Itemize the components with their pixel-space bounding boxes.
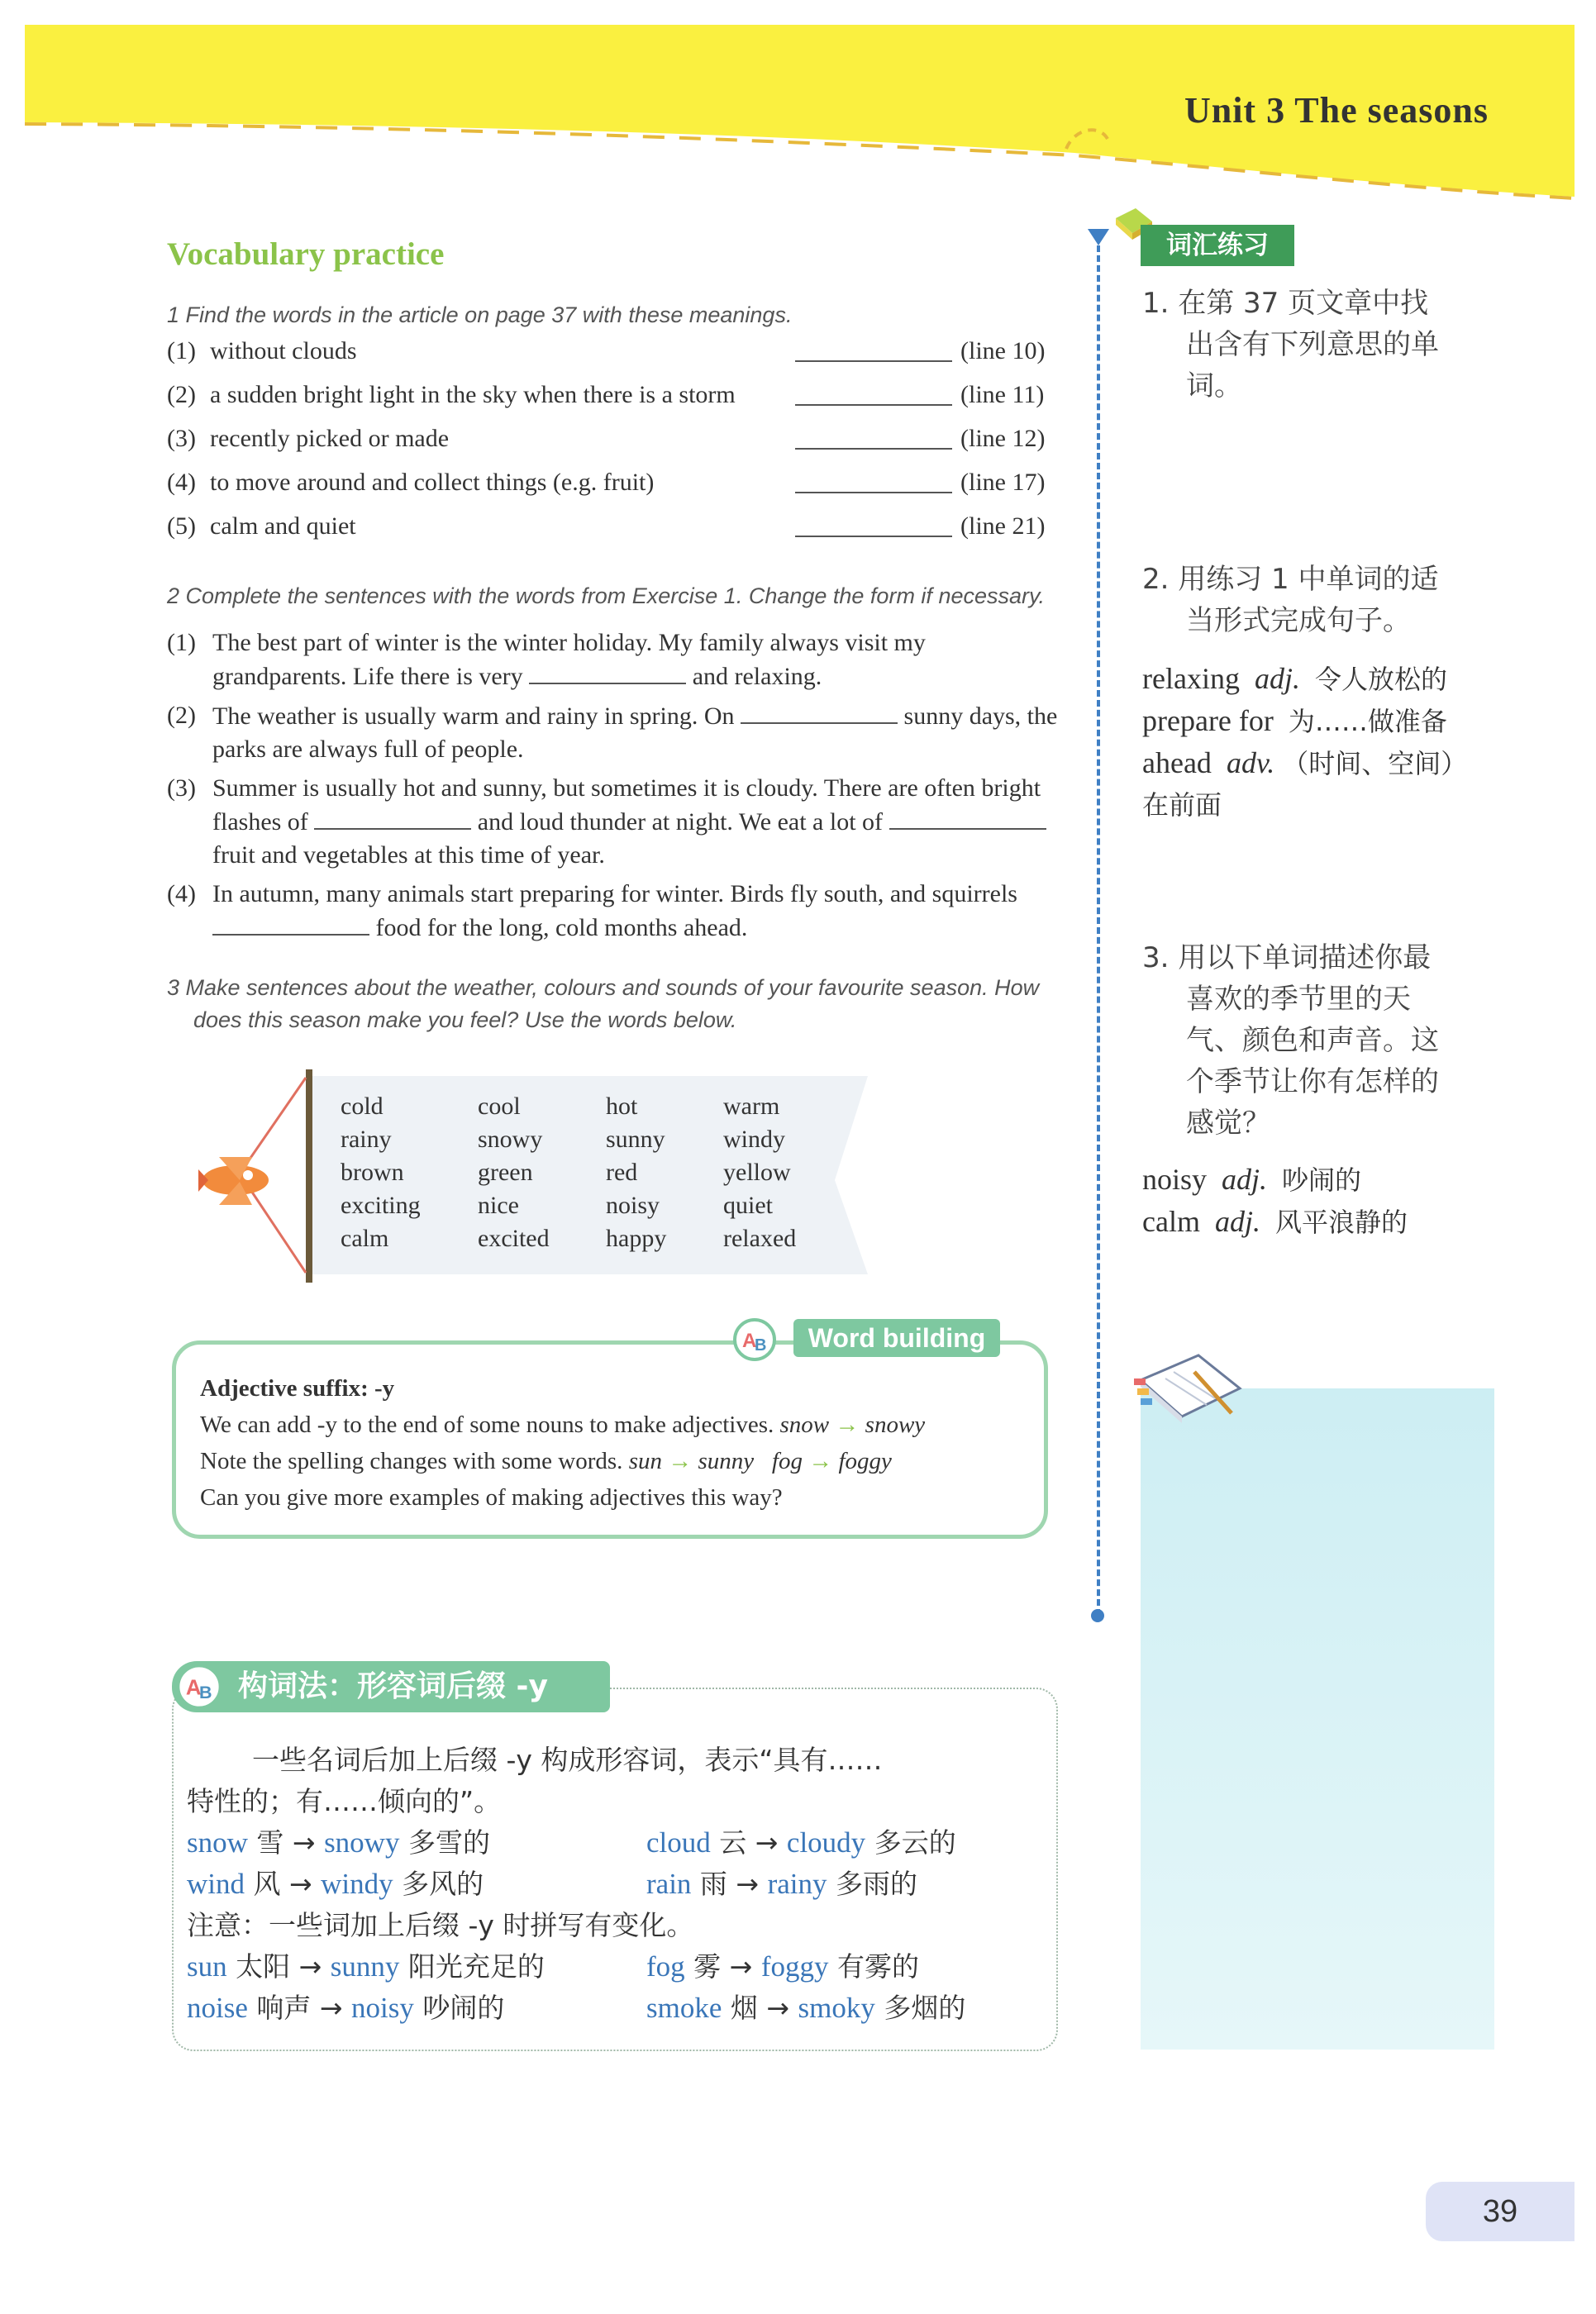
exercise-1-item [167, 337, 1060, 381]
example-word: sunny [698, 1448, 755, 1474]
noun-cn: 风 [253, 1868, 281, 1900]
exercise-3-instruction: 3 Make sentences about the weather, colours and sounds of your favourite season. How [167, 975, 1040, 1000]
adjective: rainy [767, 1868, 827, 1900]
sidebar-divider [1097, 236, 1100, 1616]
word: warm [723, 1093, 780, 1120]
text-line: 1. 在第 37 页文章中找 [1142, 287, 1429, 320]
noun-cn: 雨 [699, 1868, 727, 1900]
sidebar-q2 [1142, 559, 1439, 641]
word-column [341, 1093, 421, 1258]
item-number: (5) [167, 512, 196, 540]
text-line: 个季节让你有怎样的 [1186, 1065, 1439, 1098]
item-meaning: recently picked or made [210, 425, 450, 452]
abc-icon [175, 1663, 223, 1711]
text-line: 2. 用练习 1 中单词的适 [1142, 563, 1439, 596]
answer-blank[interactable] [795, 469, 952, 493]
word-building-tab: Word building [793, 1319, 1000, 1357]
noun-cn: 雪 [256, 1826, 284, 1859]
plane-icon [198, 1157, 269, 1205]
text: We can add -y to the end of some nouns to make adjectives. [200, 1412, 774, 1438]
exercise-1-list [167, 337, 1060, 556]
example-word: sun [628, 1448, 662, 1474]
text-line: 感觉？ [1186, 1107, 1270, 1140]
section-title: Vocabulary practice [167, 236, 445, 272]
word: noisy [606, 1192, 660, 1219]
noun: wind [187, 1868, 245, 1900]
sentence-part: sunny days, the parks are always full of people. [212, 702, 1058, 763]
exercise-2-item [167, 772, 1060, 872]
item-sentence [212, 626, 1060, 693]
page-number: 39 [1426, 2182, 1575, 2241]
word: nice [478, 1192, 519, 1219]
line-reference: (line 12) [960, 425, 1046, 452]
cn-example [187, 1987, 504, 2026]
example-word: snow [779, 1412, 830, 1438]
item-sentence [212, 699, 1060, 766]
cn-word-building-tab: 构词法：形容词后缀 -y [172, 1661, 610, 1712]
sentence-part: Summer is usually hot and sunny, but sometimes it is cloudy. There are often bright flashes of [212, 774, 1041, 836]
item-number: (1) [167, 629, 196, 656]
adjective-cn: 多烟的 [884, 1992, 966, 2024]
text-line: 气、颜色和声音。这 [1186, 1024, 1439, 1057]
noun: sun [187, 1950, 227, 1983]
answer-blank[interactable] [529, 659, 686, 684]
line-reference: (line 21) [960, 512, 1046, 540]
adjective: foggy [760, 1950, 829, 1983]
word: relaxed [723, 1225, 797, 1252]
part-of-speech: adj. [1214, 1205, 1260, 1238]
vocab-word: noisy [1142, 1163, 1208, 1196]
vocab-meaning-cont: 在前面 [1142, 789, 1222, 821]
line-reference: (line 11) [960, 381, 1045, 408]
sentence-part: fruit and vegetables at this time of year. [212, 841, 605, 869]
noun: smoke [646, 1992, 722, 2024]
adjective: sunny [330, 1950, 400, 1983]
item-number: (4) [167, 880, 196, 907]
noun-cn: 云 [719, 1826, 747, 1859]
text-line: 3. 用以下单词描述你最 [1142, 941, 1432, 974]
word-building-line [200, 1412, 925, 1439]
sentence-part: and loud thunder at night. We eat a lot of [477, 808, 884, 836]
adjective: snowy [324, 1826, 400, 1859]
word-column [478, 1093, 550, 1258]
exercise-2-item [167, 878, 1060, 945]
cn-example [187, 1821, 490, 1860]
word: cool [478, 1093, 521, 1120]
vocab-item [1142, 742, 1467, 784]
word: quiet [723, 1192, 773, 1219]
line-reference: (line 10) [960, 337, 1046, 364]
item-meaning: to move around and collect things (e.g. fruit) [210, 469, 655, 496]
adjective-cn: 吵闹的 [422, 1992, 505, 2024]
text-line: 出含有下列意思的单 [1186, 328, 1439, 361]
notes-panel[interactable] [1141, 1388, 1494, 2050]
arrow-icon: → [298, 1950, 322, 1983]
word: windy [723, 1126, 785, 1153]
item-sentence [212, 878, 1060, 945]
word: snowy [478, 1126, 543, 1153]
vocab-word: ahead [1142, 746, 1212, 779]
arrow-icon: → [835, 1412, 860, 1438]
word: red [606, 1159, 638, 1186]
arrow-icon: → [668, 1448, 693, 1474]
svg-text:B: B [199, 1682, 212, 1702]
arrow-icon: → [289, 1868, 312, 1900]
word: calm [341, 1225, 389, 1252]
exercise-1-item [167, 425, 1060, 469]
vocab-meaning: 风平浪静的 [1274, 1207, 1408, 1238]
word: cold [341, 1093, 384, 1120]
arrow-icon: → [736, 1868, 760, 1900]
vocab-item [1142, 1201, 1408, 1243]
answer-blank[interactable] [314, 805, 471, 830]
abc-icon [732, 1317, 777, 1362]
word-column [606, 1093, 666, 1258]
exercise-1-item [167, 512, 1060, 556]
example-word: snowy [865, 1412, 926, 1438]
word: rainy [341, 1126, 392, 1153]
vocab-meaning: 令人放松的 [1314, 664, 1447, 695]
sidebar-q3 [1142, 937, 1439, 1144]
word: happy [606, 1225, 667, 1252]
noun: snow [187, 1826, 248, 1859]
noun: rain [646, 1868, 692, 1900]
sentence-part: In autumn, many animals start preparing for winter. Birds fly south, and squirrels [212, 880, 1017, 907]
part-of-speech: adv. [1226, 746, 1275, 779]
item-number: (3) [167, 774, 196, 802]
item-number: (3) [167, 425, 196, 452]
example-word: fog [771, 1448, 803, 1474]
answer-blank[interactable] [212, 911, 369, 936]
adjective: windy [321, 1868, 393, 1900]
item-number: (2) [167, 381, 196, 408]
svg-text:B: B [755, 1336, 767, 1355]
vocab-word: prepare for [1142, 704, 1274, 737]
sentence-part: food for the long, cold months ahead. [375, 914, 748, 941]
word-column [723, 1093, 796, 1258]
arrow-icon: → [755, 1826, 779, 1859]
exercise-3-instruction-cont: does this season make you feel? Use the words below. [193, 1007, 737, 1032]
adjective-cn: 多雨的 [836, 1868, 917, 1900]
cn-example [646, 1863, 917, 1902]
adjective-cn: 多云的 [874, 1826, 956, 1859]
word-building-heading: Adjective suffix: -y [200, 1375, 395, 1402]
part-of-speech: adj. [1222, 1163, 1268, 1196]
noun-cn: 烟 [730, 1992, 758, 2024]
vocab-word: calm [1142, 1205, 1200, 1238]
noun: noise [187, 1992, 248, 2024]
exercise-1-item [167, 381, 1060, 425]
adjective: smoky [798, 1992, 875, 2024]
svg-text:A: A [742, 1330, 757, 1352]
word: brown [341, 1159, 404, 1186]
cn-example [187, 1945, 545, 1984]
exercise-1-instruction: 1 Find the words in the article on page 37 with these meanings. [167, 302, 793, 327]
noun: fog [646, 1950, 685, 1983]
vocab-word: relaxing [1142, 662, 1240, 695]
arrow-icon: → [729, 1950, 753, 1983]
adjective: noisy [351, 1992, 414, 2024]
cn-example [646, 1821, 956, 1860]
exercise-1-item [167, 469, 1060, 512]
item-meaning: calm and quiet [210, 512, 356, 540]
cn-example [646, 1945, 919, 1984]
exercise-2-item [167, 626, 1060, 693]
cn-example [646, 1987, 965, 2026]
item-number: (2) [167, 702, 196, 729]
arrow-icon: → [319, 1992, 343, 2024]
vocab-meaning: 为……做准备 [1288, 706, 1447, 737]
text-line: 词。 [1186, 369, 1242, 402]
sentence-part: The best part of winter is the winter holiday. My family always visit my grandparents. Life there is very [212, 629, 926, 690]
text: Note the spelling changes with some words. [200, 1448, 623, 1474]
notebook-icon [1124, 1347, 1248, 1430]
word-building-line [200, 1448, 892, 1475]
adjective-cn: 多风的 [402, 1868, 484, 1900]
word: hot [606, 1093, 638, 1120]
triangle-marker-icon [1086, 227, 1111, 247]
part-of-speech: adj. [1254, 662, 1300, 695]
vocab-item [1142, 1159, 1408, 1201]
sidebar-q1 [1142, 283, 1439, 407]
noun-cn: 响声 [256, 1992, 312, 2024]
item-meaning: without clouds [210, 337, 357, 364]
text-line: 喜欢的季节里的天 [1186, 983, 1411, 1016]
word: exciting [341, 1192, 421, 1219]
vocab-meaning: 吵闹的 [1282, 1164, 1362, 1196]
answer-blank[interactable] [795, 337, 952, 362]
cn-intro-cont: 特性的；有……倾向的”。 [187, 1785, 502, 1817]
adjective-cn: 有雾的 [836, 1950, 919, 1983]
item-meaning: a sudden bright light in the sky when there is a storm [210, 381, 736, 408]
word: excited [478, 1225, 550, 1252]
cn-example [187, 1863, 484, 1902]
item-number: (1) [167, 337, 196, 364]
unit-title: Unit 3 The seasons [1184, 90, 1489, 131]
svg-text:A: A [185, 1676, 202, 1700]
exercise-2-instruction: 2 Complete the sentences with the words from Exercise 1. Change the form if necessary. [167, 583, 1045, 608]
sidebar-tab: 词汇练习 [1141, 225, 1294, 266]
adjective: cloudy [786, 1826, 866, 1859]
answer-blank[interactable] [795, 425, 952, 450]
sidebar-vocab-list [1142, 1159, 1408, 1243]
vocab-item [1142, 700, 1467, 742]
adjective-cn: 多雪的 [407, 1826, 490, 1859]
answer-blank[interactable] [795, 381, 952, 406]
word: yellow [723, 1159, 791, 1186]
exercise-2-item [167, 699, 1060, 766]
sentence-part: and relaxing. [692, 663, 822, 690]
word-building-question: Can you give more examples of making adjectives this way? [200, 1484, 783, 1511]
vocab-meaning: （时间、空间） [1282, 748, 1468, 779]
example-word: foggy [838, 1448, 892, 1474]
word: green [478, 1159, 533, 1186]
arrow-icon: → [808, 1448, 833, 1474]
sentence-part: The weather is usually warm and rainy in spring. On [212, 702, 735, 730]
line-reference: (line 17) [960, 469, 1046, 496]
word: sunny [606, 1126, 665, 1153]
text-line: 当形式完成句子。 [1186, 604, 1411, 637]
noun-cn: 太阳 [236, 1950, 291, 1983]
arrow-icon: → [292, 1826, 316, 1859]
noun: cloud [646, 1826, 711, 1859]
answer-blank[interactable] [889, 805, 1046, 830]
cn-note: 注意：一些词加上后缀 -y 时拼写有变化。 [187, 1909, 694, 1941]
item-number: (4) [167, 469, 196, 496]
dot-marker-icon [1089, 1607, 1106, 1624]
arrow-icon: → [766, 1992, 790, 2024]
adjective-cn: 阳光充足的 [407, 1950, 545, 1983]
sidebar-vocab-list [1142, 658, 1467, 826]
answer-blank[interactable] [741, 699, 898, 724]
vocab-item [1142, 658, 1467, 700]
answer-blank[interactable] [795, 512, 952, 537]
item-sentence [212, 772, 1060, 872]
cn-intro: 一些名词后加上后缀 -y 构成形容词，表示“具有…… [252, 1744, 883, 1776]
noun-cn: 雾 [693, 1950, 722, 1983]
